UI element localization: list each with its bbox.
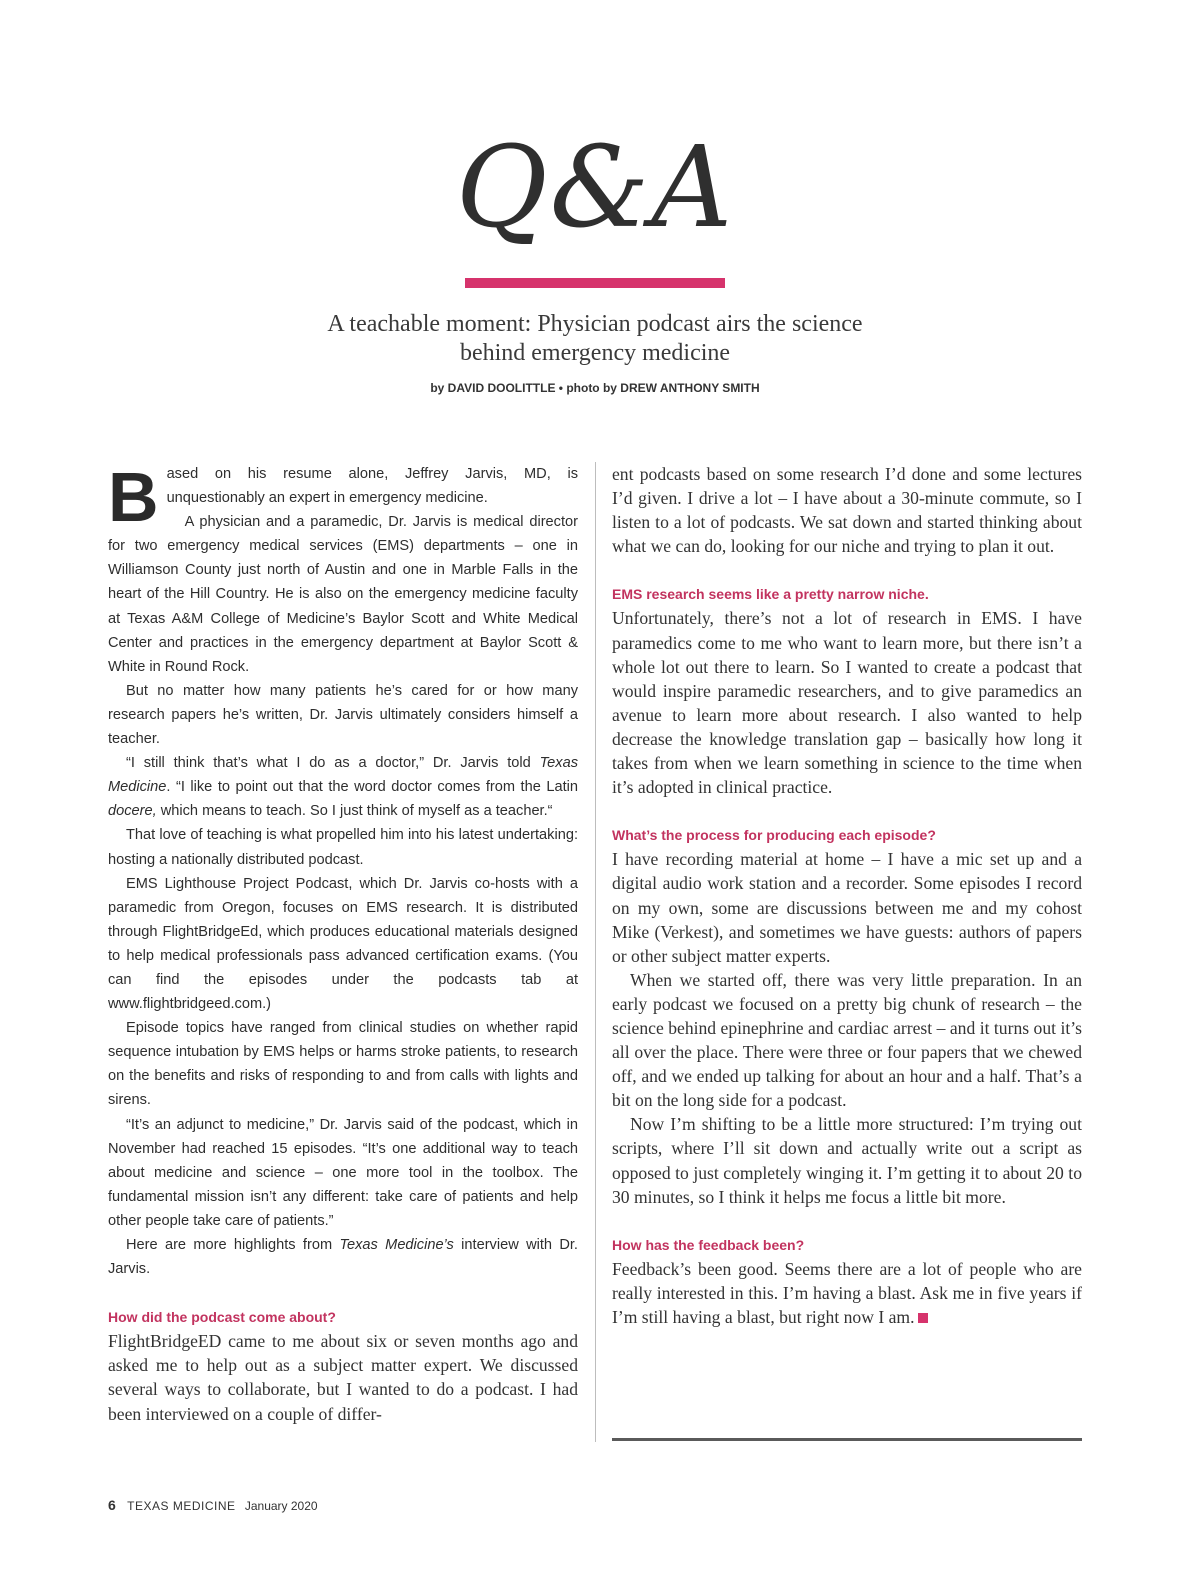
intro-paragraph: EMS Lighthouse Project Podcast, which Dr. Jarvis co-hosts with a paramedic from Oregon, focuses on EMS research. It is distributed through FlightBridgeEd, which produces educational materials designed to help medical professionals pass advanced certification exams. (You can find the episodes under the podcasts tab at www.flightbridgeed.com.) (108, 875, 578, 1013)
intro-paragraph: Here are more highlights from Texas Medicine’s interview with Dr. Jarvis. (108, 1237, 578, 1278)
article-subtitle (250, 310, 940, 368)
question-heading: How has the feedback been? (612, 1236, 805, 1253)
right-column (612, 462, 1082, 1329)
drop-cap: B (108, 458, 159, 536)
issue-date: January 2020 (244, 1499, 318, 1513)
answer-paragraph: When we started off, there was very little preparation. In an early podcast we focused on a pretty big chunk of research – the science behind epinephrine and cardiac arrest – and it turns out it’s all over the place. There were three or four papers that we chewed off, and we ended up talking for about an hour and a half. That’s a bit on the long side for a podcast. (612, 969, 1082, 1111)
page-footer (108, 1497, 318, 1513)
end-mark-icon (918, 1313, 928, 1323)
accent-bar (465, 278, 725, 288)
intro-text (108, 458, 578, 1281)
answer-paragraph: Feedback’s been good. Seems there are a lot of people who are really interested in this. I’m having a blast. Ask me in five years if I’m still having a blast, but right now I am. (612, 1258, 1082, 1327)
column-divider (595, 462, 596, 1442)
intro-paragraph: That love of teaching is what propelled him into his latest undertaking: hosting a nationally distributed podcast. (108, 827, 578, 868)
answer-text (612, 606, 1082, 799)
intro-paragraph: “It’s an adjunct to medicine,” Dr. Jarvis said of the podcast, which in November had reached 15 episodes. “It’s one additional way to teach about medicine and science – one more tool in the toolbox. The fundamental mission isn’t any different: take care of patients and help other people take care of patients.” (108, 1116, 578, 1229)
answer-paragraph: ent podcasts based on some research I’d done and some lectures I’d given. I drive a lot – I have about a 30-minute commute, so I listen to a lot of podcasts. We sat down and started thinking about what we can do, looking for our niche and trying to plan it out. (612, 464, 1082, 557)
intro-paragraph: ased on his resume alone, Jeffrey Jarvis, MD, is unquestionably an expert in emergency medicine. (166, 466, 578, 507)
intro-paragraph: A physician and a paramedic, Dr. Jarvis is medical director for two emergency medical services (EMS) departments – one in Williamson County just north of Austin and one in Marble Falls in the heart of the Hill Country. He is also on the emergency medicine faculty at Texas A&M College of Medicine’s Baylor Scott and White Medical Center and practices in the emergency department at Baylor Scott & White in Round Rock. (108, 514, 578, 675)
publication-name: TEXAS MEDICINE (127, 1499, 236, 1513)
end-rule (612, 1438, 1082, 1441)
answer-text (612, 847, 1082, 1208)
question-heading: EMS research seems like a pretty narrow niche. (612, 586, 929, 603)
intro-paragraph: Episode topics have ranged from clinical studies on whether rapid sequence intubation by EMS helps or harms stroke patients, to research on the benefits and risks of responding to and from calls with lights and sirens. (108, 1020, 578, 1109)
page-number: 6 (108, 1497, 116, 1513)
intro-paragraph: But no matter how many patients he’s cared for or how many research papers he’s written, Dr. Jarvis ultimately considers himself a teacher. (108, 682, 578, 748)
answer-paragraph: I have recording material at home – I have a mic set up and a digital audio work station and a recorder. Some episodes I record on my own, some are discussions between me and my cohost Mike (Verkest), and sometimes we have guests: authors of papers or other subject matter experts. (612, 849, 1082, 966)
answer-paragraph: FlightBridgeED came to me about six or seven months ago and asked me to help out as a subject matter expert. We discussed several ways to collaborate, but I wanted to do a podcast. I had been interviewed on a couple of differ- (108, 1331, 578, 1424)
page-title: Q&A (455, 123, 735, 253)
answer-paragraph: Unfortunately, there’s not a lot of research in EMS. I have paramedics come to me who want to learn more, but there isn’t a whole lot out there to learn. So I wanted to create a podcast that would inspire paramedic researchers, and to give paramedics an avenue to learn more about research. I also wanted to help decrease the knowledge translation gap – basically how long it takes from when we learn something in science to the time when it’s adopted in clinical practice. (612, 608, 1082, 798)
answer-text (108, 1329, 578, 1425)
subtitle-line-1: A teachable moment: Physician podcast airs the science (327, 311, 863, 337)
question-heading: What’s the process for producing each episode? (612, 827, 936, 844)
answer-text (612, 462, 1082, 558)
intro-paragraph: “I still think that’s what I do as a doctor,” Dr. Jarvis told Texas Medicine. “I like to point out that the word doctor comes from the Latin docere, which means to teach. So I just think of myself as a teacher.“ (108, 755, 578, 820)
left-column (108, 458, 578, 1426)
subtitle-line-2: behind emergency medicine (459, 340, 731, 366)
answer-text (612, 1257, 1082, 1329)
answer-paragraph: Now I’m shifting to be a little more structured: I’m trying out scripts, where I’ll sit down and actually write out a script as opposed to just completely winging it. I’m getting it to about 20 to 30 minutes, so I think it helps me focus a little bit more. (612, 1114, 1082, 1207)
byline: by DAVID DOOLITTLE • photo by DREW ANTHONY SMITH (430, 381, 760, 395)
question-heading: How did the podcast come about? (108, 1309, 336, 1326)
